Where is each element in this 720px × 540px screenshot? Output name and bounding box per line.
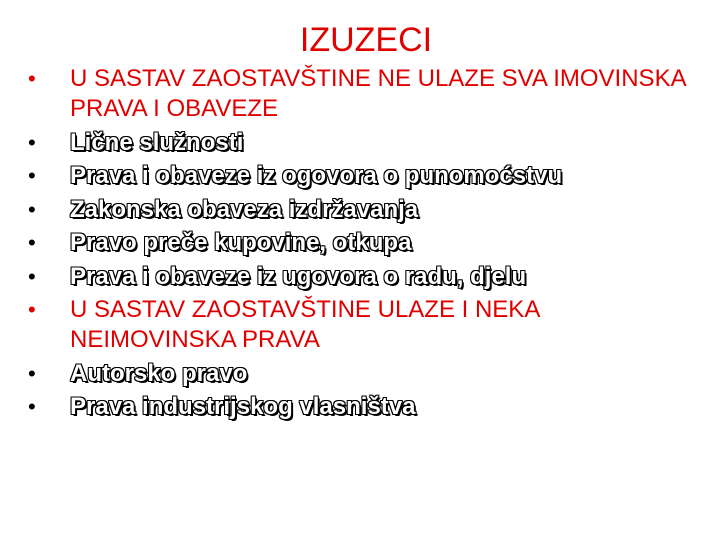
bullet-icon: • [28,163,36,188]
list-item-text: Pravo preče kupovine, otkupa [70,229,412,256]
list-item-text: Lične služnosti [70,128,244,156]
bullet-icon: • [28,263,36,289]
slide-title: IZUZECI [299,21,433,59]
list-item-text: Prava i obaveze iz ugovora o radu, djelu [70,262,527,290]
bullet-icon: • [28,196,36,222]
list-item [22,161,702,191]
list-item [22,128,702,158]
list-item [22,392,702,422]
list-item [22,195,702,225]
bullet-icon: • [28,360,36,386]
list-item-text: Prava i obaveze iz ogovora o punomoćstvu [70,162,563,189]
bullet-icon: • [28,66,36,91]
list-item-heading-excluded [22,64,702,124]
list-item [22,228,702,258]
list-item-text: Autorsko pravo [70,359,248,387]
bullet-icon: • [28,230,36,255]
bullet-list [22,64,702,426]
list-item-text: U SASTAV ZAOSTAVŠTINE NE ULAZE SVA IMOVINSKA PRAVA I OBAVEZE [70,65,686,122]
list-item-text: Prava industrijskog vlasništva [70,393,416,420]
list-item-heading-included [22,295,702,355]
list-item-text: U SASTAV ZAOSTAVŠTINE ULAZE I NEKA NEIMOVINSKA PRAVA [70,296,539,353]
bullet-icon: • [28,129,36,155]
list-item [22,359,702,389]
bullet-icon: • [28,394,36,419]
list-item-text: Zakonska obaveza izdržavanja [70,195,419,223]
bullet-icon: • [28,297,36,322]
list-item [22,262,702,292]
